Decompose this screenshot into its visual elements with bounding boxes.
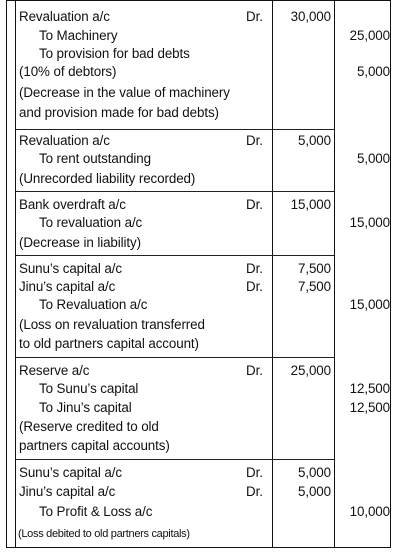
credit-amount: 25,000 — [349, 28, 390, 43]
particulars-line: To rent outstanding — [39, 151, 151, 166]
particulars-line: To Jinu’s capital — [39, 400, 132, 415]
dr-marker: Dr. — [246, 363, 263, 378]
particulars-line: Sunu’s capital a/c — [19, 465, 122, 480]
credit-amount: 15,000 — [349, 215, 390, 230]
narration-line: partners capital accounts) — [19, 438, 170, 453]
particulars-line: To provision for bad debts — [39, 46, 190, 61]
credit-amount: 5,000 — [356, 64, 390, 79]
debit-amount: 15,000 — [290, 197, 331, 212]
narration-line: (Decrease in liability) — [19, 235, 141, 250]
particulars-line: To Revaluation a/c — [39, 297, 148, 312]
particulars-line: To Profit & Loss a/c — [39, 504, 153, 519]
debit-amount: 7,500 — [297, 279, 331, 294]
narration-line: and provision made for bad debts) — [19, 105, 219, 120]
particulars-line: Jinu’s capital a/c — [19, 279, 116, 294]
credit-amount: 12,500 — [349, 400, 390, 415]
entry-separator — [15, 255, 334, 256]
narration-line: (Reserve credited to old — [19, 419, 159, 434]
debit-amount: 5,000 — [297, 465, 331, 480]
particulars-line: Jinu’s capital a/c — [19, 484, 116, 499]
dr-marker: Dr. — [246, 9, 263, 24]
date-column-divider — [15, 1, 16, 547]
credit-amount: 15,000 — [349, 297, 390, 312]
debit-amount: 30,000 — [290, 9, 331, 24]
credit-amount: 5,000 — [356, 151, 390, 166]
particulars-line: To revaluation a/c — [39, 215, 143, 230]
entry-separator — [15, 191, 334, 192]
credit-column-divider — [334, 1, 335, 547]
narration-line: (Loss on revaluation transferred — [19, 317, 205, 332]
entry-separator — [15, 357, 334, 358]
narration-line: to old partners capital account) — [19, 336, 199, 351]
dr-marker: Dr. — [246, 133, 263, 148]
particulars-line: To Machinery — [39, 28, 118, 43]
dr-marker: Dr. — [246, 279, 263, 294]
debit-column-divider — [272, 1, 273, 547]
particulars-line: Revaluation a/c — [19, 9, 110, 24]
particulars-line: Reserve a/c — [19, 363, 90, 378]
dr-marker: Dr. — [246, 261, 263, 276]
dr-marker: Dr. — [246, 197, 263, 212]
credit-amount: 10,000 — [349, 504, 390, 519]
particulars-line: Sunu’s capital a/c — [19, 261, 122, 276]
particulars-line: (10% of debtors) — [19, 64, 117, 79]
entry-separator — [15, 129, 334, 130]
debit-amount: 7,500 — [297, 261, 331, 276]
particulars-line: To Sunu’s capital — [39, 381, 139, 396]
dr-marker: Dr. — [246, 484, 263, 499]
particulars-line: Revaluation a/c — [19, 133, 110, 148]
dr-marker: Dr. — [246, 465, 263, 480]
debit-amount: 5,000 — [297, 484, 331, 499]
entry-separator — [15, 459, 334, 460]
debit-amount: 25,000 — [290, 363, 331, 378]
narration-line: (Decrease in the value of machinery — [19, 85, 230, 100]
narration-line: (Unrecorded liability recorded) — [19, 171, 196, 186]
narration-line: (Loss debited to old partners capitals) — [18, 528, 190, 540]
debit-amount: 5,000 — [297, 133, 331, 148]
journal-table — [6, 0, 391, 548]
particulars-line: Bank overdraft a/c — [19, 197, 126, 212]
credit-amount: 12,500 — [349, 381, 390, 396]
